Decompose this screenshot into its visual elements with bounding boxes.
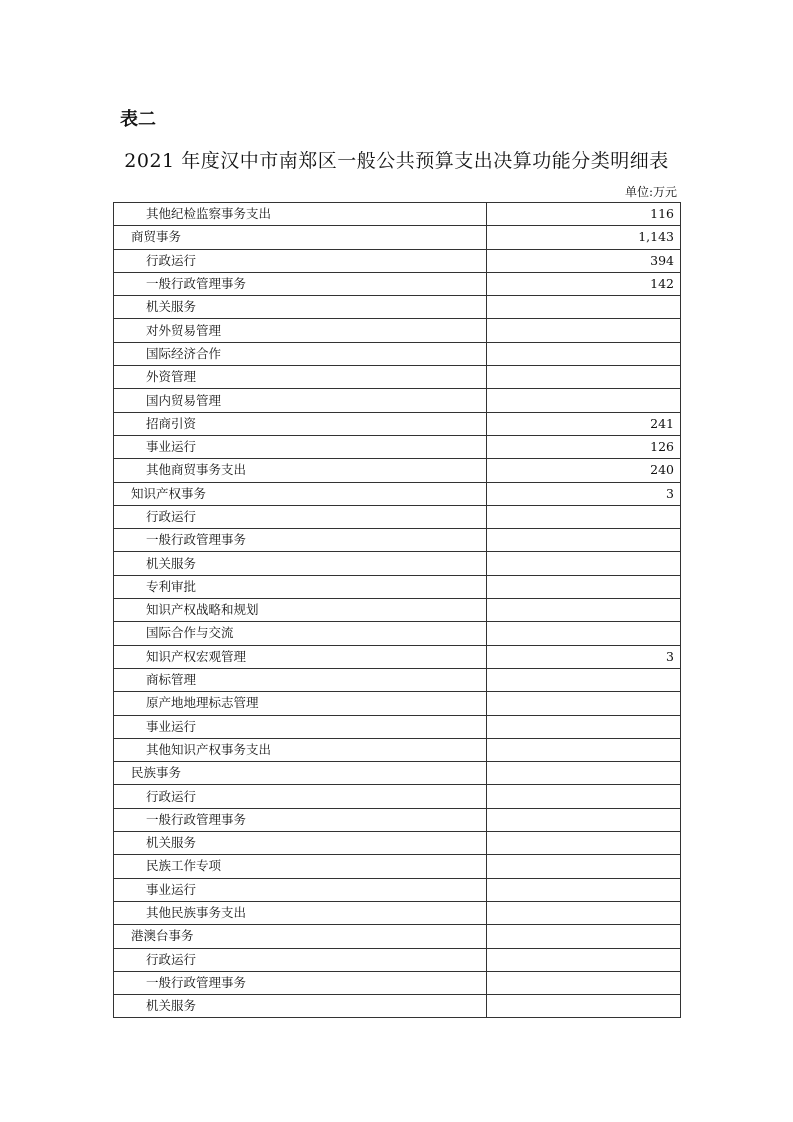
row-item-value [487, 366, 681, 389]
table-row [114, 762, 681, 785]
row-item-name: 外资管理 [114, 366, 487, 389]
row-item-name: 民族事务 [114, 762, 487, 785]
row-item-value [487, 692, 681, 715]
table-row [114, 249, 681, 272]
row-item-value [487, 948, 681, 971]
row-item-value [487, 971, 681, 994]
row-item-name: 其他知识产权事务支出 [114, 738, 487, 761]
row-item-value [487, 319, 681, 342]
row-item-value [487, 599, 681, 622]
row-item-name: 一般行政管理事务 [114, 272, 487, 295]
table-row [114, 622, 681, 645]
row-item-value [487, 762, 681, 785]
table-row [114, 342, 681, 365]
row-item-name: 行政运行 [114, 948, 487, 971]
row-item-name: 商标管理 [114, 668, 487, 691]
table-row [114, 552, 681, 575]
row-item-value: 3 [487, 645, 681, 668]
row-item-name: 一般行政管理事务 [114, 971, 487, 994]
row-item-name: 机关服务 [114, 995, 487, 1018]
row-item-name: 事业运行 [114, 878, 487, 901]
table-row [114, 599, 681, 622]
row-item-name: 行政运行 [114, 249, 487, 272]
row-item-name: 国际合作与交流 [114, 622, 487, 645]
table-row [114, 203, 681, 226]
row-item-name: 其他民族事务支出 [114, 901, 487, 924]
row-item-value [487, 808, 681, 831]
row-item-value [487, 342, 681, 365]
unit-label: 单位:万元 [624, 185, 677, 199]
row-item-name: 机关服务 [114, 552, 487, 575]
row-item-name: 民族工作专项 [114, 855, 487, 878]
row-item-value [487, 505, 681, 528]
row-item-value [487, 855, 681, 878]
row-item-name: 商贸事务 [114, 226, 487, 249]
row-item-name: 知识产权宏观管理 [114, 645, 487, 668]
table-row [114, 296, 681, 319]
table-row [114, 878, 681, 901]
table-row [114, 272, 681, 295]
row-item-name: 国际经济合作 [114, 342, 487, 365]
table-row [114, 505, 681, 528]
table-row [114, 901, 681, 924]
row-item-name: 港澳台事务 [114, 925, 487, 948]
table-row [114, 971, 681, 994]
row-item-value [487, 389, 681, 412]
table-label: 表二 [120, 109, 156, 130]
row-item-value [487, 995, 681, 1018]
table-body [114, 203, 681, 1018]
row-item-value: 241 [487, 412, 681, 435]
row-item-name: 国内贸易管理 [114, 389, 487, 412]
row-item-value [487, 296, 681, 319]
row-item-value: 142 [487, 272, 681, 295]
row-item-value: 116 [487, 203, 681, 226]
table-row [114, 738, 681, 761]
row-item-name: 知识产权战略和规划 [114, 599, 487, 622]
row-item-value [487, 529, 681, 552]
row-item-value: 240 [487, 459, 681, 482]
row-item-name: 其他纪检监察事务支出 [114, 203, 487, 226]
row-item-value [487, 738, 681, 761]
row-item-value [487, 668, 681, 691]
table-row [114, 435, 681, 458]
table-row [114, 482, 681, 505]
table-row [114, 366, 681, 389]
row-item-name: 一般行政管理事务 [114, 808, 487, 831]
page-title: 2021 年度汉中市南郑区一般公共预算支出决算功能分类明细表 [124, 150, 669, 172]
row-item-value: 126 [487, 435, 681, 458]
row-item-name: 事业运行 [114, 715, 487, 738]
row-item-name: 行政运行 [114, 785, 487, 808]
row-item-value: 3 [487, 482, 681, 505]
row-item-name: 知识产权事务 [114, 482, 487, 505]
expenditure-table [113, 202, 681, 1018]
row-item-value [487, 901, 681, 924]
row-item-value [487, 575, 681, 598]
table-row [114, 692, 681, 715]
row-item-name: 专利审批 [114, 575, 487, 598]
table-row [114, 575, 681, 598]
table-row [114, 389, 681, 412]
table-row [114, 412, 681, 435]
table-row [114, 529, 681, 552]
row-item-name: 一般行政管理事务 [114, 529, 487, 552]
row-item-name: 对外贸易管理 [114, 319, 487, 342]
table-row [114, 948, 681, 971]
table-row [114, 785, 681, 808]
row-item-value [487, 878, 681, 901]
row-item-value [487, 832, 681, 855]
row-item-value [487, 715, 681, 738]
row-item-value [487, 785, 681, 808]
row-item-value [487, 925, 681, 948]
table-row [114, 645, 681, 668]
table-row [114, 925, 681, 948]
row-item-name: 行政运行 [114, 505, 487, 528]
table-row [114, 226, 681, 249]
row-item-value: 394 [487, 249, 681, 272]
table-row [114, 855, 681, 878]
table-row [114, 459, 681, 482]
table-row [114, 319, 681, 342]
table-row [114, 832, 681, 855]
row-item-value: 1,143 [487, 226, 681, 249]
row-item-name: 招商引资 [114, 412, 487, 435]
table-row [114, 808, 681, 831]
table-row [114, 715, 681, 738]
row-item-name: 机关服务 [114, 832, 487, 855]
row-item-name: 机关服务 [114, 296, 487, 319]
row-item-name: 原产地地理标志管理 [114, 692, 487, 715]
row-item-value [487, 552, 681, 575]
row-item-name: 其他商贸事务支出 [114, 459, 487, 482]
table-row [114, 668, 681, 691]
table-row [114, 995, 681, 1018]
row-item-value [487, 622, 681, 645]
row-item-name: 事业运行 [114, 435, 487, 458]
